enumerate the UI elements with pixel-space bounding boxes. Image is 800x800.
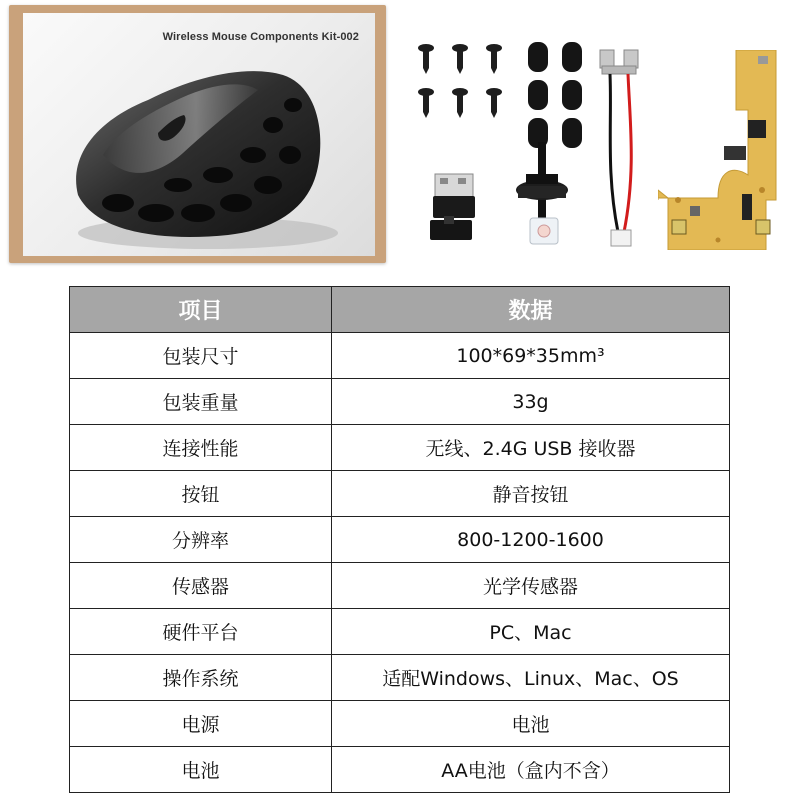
mouse-icon [58,45,348,255]
row-value: 电池 [332,701,730,747]
product-photo [0,0,800,275]
table-row [70,655,730,701]
row-value: PC、Mac [332,609,730,655]
table-row [70,425,730,471]
table-row [70,471,730,517]
row-item: 电池 [70,747,332,793]
spec-table [69,286,730,793]
row-item: 包装尺寸 [70,333,332,379]
table-row [70,747,730,793]
header-value: 数据 [332,287,730,333]
table-row [70,563,730,609]
row-value: 100*69*35mm³ [332,333,730,379]
row-value: 静音按钮 [332,471,730,517]
row-value: 800-1200-1600 [332,517,730,563]
row-item: 传感器 [70,563,332,609]
switch-icon [430,216,472,242]
row-value: 33g [332,379,730,425]
row-value: AA电池（盒内不含） [332,747,730,793]
table-row [70,333,730,379]
row-item: 按钮 [70,471,332,517]
mouse-feet-icon [526,42,586,152]
table-header-row [70,287,730,333]
pcb-board-icon [658,50,788,250]
table-row [70,609,730,655]
scroll-wheel-icon [512,142,572,222]
row-item: 连接性能 [70,425,332,471]
row-value: 无线、2.4G USB 接收器 [332,425,730,471]
row-item: 包装重量 [70,379,332,425]
row-item: 硬件平台 [70,609,332,655]
row-item: 分辨率 [70,517,332,563]
parts-group [400,30,800,255]
row-item: 电源 [70,701,332,747]
table-row [70,379,730,425]
battery-contact-icon [596,42,646,252]
header-item: 项目 [70,287,332,333]
table-row [70,701,730,747]
table-row [70,517,730,563]
row-value: 光学传感器 [332,563,730,609]
row-value: 适配Windows、Linux、Mac、OS [332,655,730,701]
led-icon [528,214,560,248]
row-item: 操作系统 [70,655,332,701]
box-title: Wireless Mouse Components Kit-002 [162,31,359,43]
screw-icon [414,42,514,120]
usb-receiver-icon [432,172,476,222]
